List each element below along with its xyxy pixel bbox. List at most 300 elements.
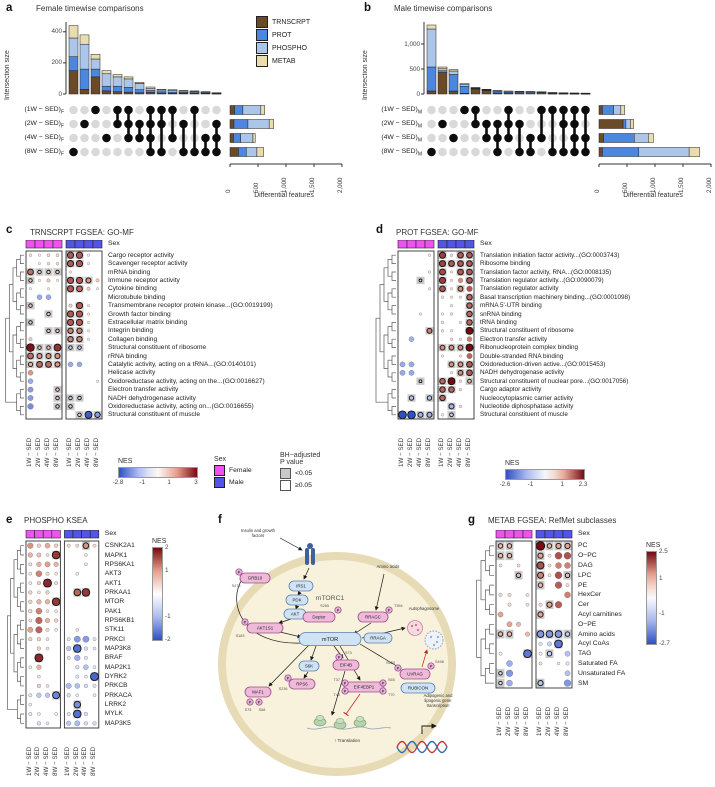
- node-label-grb10: GRB10: [247, 575, 263, 581]
- intersection-bar-segment: [124, 77, 133, 79]
- node-label-eif4ebp1: EIF4EBP1: [353, 684, 375, 690]
- heatmap-svg: [4, 530, 101, 730]
- heatmap-row-label: Extracellular matrix binding: [108, 318, 188, 326]
- female-block-border: [26, 541, 60, 728]
- nes-dot: [55, 628, 58, 631]
- nes-dot: [546, 631, 553, 638]
- nes-dot: [450, 338, 453, 341]
- dendrogram-branch: [490, 605, 494, 615]
- upset-dot: [438, 134, 447, 143]
- nes-dot: [27, 344, 35, 352]
- nes-dot: [96, 279, 99, 282]
- nes-dot: [400, 370, 405, 375]
- nes-dot: [47, 262, 50, 265]
- nes-dot: [450, 271, 453, 274]
- dendrogram-branch: [14, 634, 17, 671]
- nes-dot: [56, 262, 59, 265]
- nes-dot: [76, 319, 82, 325]
- upset-dot: [91, 148, 100, 157]
- phospho-p: P: [243, 620, 247, 625]
- intersection-bar-segment: [449, 71, 458, 75]
- sex-label: Female: [229, 467, 252, 474]
- heatmap-row-label: NADH dehydrogenase activity: [480, 369, 564, 377]
- dendrogram-branch: [17, 360, 21, 377]
- nes-tick-label: -1: [139, 479, 145, 486]
- nes-dot: [450, 413, 454, 417]
- total-bar-segment: [639, 148, 689, 157]
- dendrogram-branch: [388, 327, 392, 344]
- pathway-svg: [212, 516, 462, 784]
- nes-dot: [449, 362, 454, 367]
- upset-dot: [526, 106, 535, 115]
- x-tick-label: 500: [253, 182, 260, 193]
- dendrogram-branch: [392, 339, 396, 347]
- nes-dot: [67, 637, 70, 640]
- total-bar-segment: [599, 148, 602, 157]
- heatmap-col-label: 8W − SED: [51, 746, 59, 776]
- dendrogram-branch: [17, 293, 21, 310]
- nes-dot: [458, 278, 463, 283]
- intersection-bar-segment: [135, 90, 144, 93]
- intersection-bar-segment: [157, 89, 166, 90]
- upset-dot: [212, 106, 221, 115]
- nes-dot: [46, 572, 49, 575]
- nes-dot: [69, 396, 72, 399]
- nes-dot: [498, 544, 503, 549]
- phospho-site-label: S550: [386, 661, 395, 665]
- nes-dot: [56, 405, 59, 408]
- nes-dot: [548, 574, 551, 577]
- phospho-site-label: T46: [333, 693, 340, 697]
- panel-g: [462, 502, 715, 787]
- sex-strip-cell: [26, 240, 35, 248]
- total-bar-segment: [234, 120, 248, 129]
- nes-dot: [548, 564, 551, 567]
- nes-dot: [36, 626, 43, 633]
- total-bar-segment: [626, 120, 630, 129]
- intersection-bar-segment: [427, 91, 436, 94]
- heatmap-row-label: DAG: [578, 562, 593, 569]
- nes-dot: [467, 353, 472, 358]
- male-block-border: [438, 251, 474, 419]
- sex-strip-cell: [523, 530, 532, 538]
- dendrogram-branch: [392, 255, 396, 263]
- heatmap-col-label: 1W − SED: [398, 437, 405, 467]
- nes-dot: [506, 670, 513, 677]
- upset-dot: [168, 148, 177, 157]
- nes-dot: [56, 388, 59, 391]
- nes-dot: [66, 646, 71, 651]
- heatmap-col-label: 4W − SED: [514, 706, 521, 736]
- upset-dot: [113, 134, 122, 143]
- nes-dot: [35, 654, 43, 662]
- amino-acids-label: Amino acids: [376, 564, 400, 569]
- bh-swatch: [280, 468, 291, 479]
- nes-gradient: [118, 467, 198, 478]
- node-label-rubicon: RUBICON: [407, 685, 429, 691]
- nes-dot: [459, 355, 462, 358]
- upset-dot: [438, 106, 447, 115]
- nes-dot: [56, 270, 59, 273]
- phospho-p: P: [429, 664, 433, 669]
- nes-dot: [467, 286, 473, 292]
- upset-dot: [471, 134, 480, 143]
- nes-dot: [37, 684, 41, 688]
- set-label-sub: F: [60, 123, 64, 130]
- heatmap-row-label: Amino acids: [578, 630, 616, 638]
- nes-dot: [441, 355, 444, 358]
- nes-dot: [93, 647, 96, 650]
- autolysosome-vesicle: [425, 631, 443, 649]
- nes-dot: [525, 632, 530, 637]
- nes-dot: [507, 622, 512, 627]
- heatmap-row-label: TAG: [578, 650, 592, 658]
- nes-dot: [87, 304, 90, 307]
- nes-dot: [55, 610, 58, 613]
- intersection-bar-segment: [113, 75, 122, 77]
- heatmap-col-label: 8W − SED: [523, 706, 530, 736]
- heatmap-col-label: 1W − SED: [26, 437, 33, 467]
- nes-dot: [55, 353, 60, 358]
- nes-dot: [76, 572, 79, 575]
- nes-dot: [46, 628, 49, 631]
- panel-g-letter: g: [468, 514, 476, 526]
- nes-dot: [450, 296, 453, 299]
- heatmap-row-label: Double-stranded RNA binding: [480, 352, 564, 360]
- heatmap-row-label: Growth factor binding: [108, 310, 171, 318]
- intersection-bar-segment: [91, 69, 100, 77]
- nes-dot: [67, 656, 70, 659]
- nes-dot: [55, 572, 58, 575]
- nes-dot: [564, 562, 570, 568]
- nes-dot: [56, 279, 59, 282]
- nes-dot: [74, 701, 81, 708]
- heatmap-svg: [2, 240, 104, 421]
- female-block-border: [398, 251, 434, 419]
- heatmap-svg: [468, 530, 574, 690]
- sex-strip-cell: [456, 240, 465, 248]
- nes-dot: [55, 712, 58, 715]
- node-label-rraga: RRAGA: [370, 635, 386, 641]
- dendrogram-branch: [17, 625, 20, 644]
- intersection-bar-segment: [438, 73, 447, 95]
- transcription-label: lipogenic gene: [424, 698, 452, 703]
- bh-swatch: [280, 480, 291, 491]
- dendrogram-branch: [17, 259, 21, 276]
- dendrogram-branch: [388, 394, 392, 411]
- dendrogram-branch: [13, 335, 17, 369]
- nes-dot: [555, 601, 562, 608]
- nes-dot: [96, 288, 99, 291]
- total-bar-segment: [623, 120, 626, 129]
- nes-dot: [76, 628, 79, 631]
- nes-dot: [29, 337, 32, 340]
- set-label-sub: M: [417, 109, 422, 116]
- nes-dot: [539, 603, 543, 607]
- intersection-bar-segment: [135, 83, 144, 89]
- phospho-site-label: T70: [388, 693, 395, 697]
- heatmap-row-label: AKT3: [104, 570, 122, 578]
- upset-dot: [69, 134, 78, 143]
- ribosome-icon: [336, 719, 344, 724]
- nes-dot: [67, 286, 73, 292]
- nes-dot: [508, 593, 512, 597]
- nes-dot: [69, 271, 72, 274]
- nes-tick-label: -2: [165, 636, 171, 643]
- sex-strip-cell: [75, 240, 84, 248]
- intersection-bar-segment: [438, 67, 447, 69]
- panel-g-title: METAB FGSEA: RefMet subclasses: [488, 516, 617, 525]
- upset-dot: [460, 106, 469, 115]
- nes-dot: [84, 647, 88, 651]
- nes-dot: [547, 602, 552, 607]
- intersection-bar-segment: [146, 91, 155, 93]
- omics-legend-item: [256, 29, 310, 41]
- upset-dot: [449, 120, 458, 129]
- nes-dot: [76, 675, 79, 678]
- nes-dot: [96, 380, 99, 383]
- sex-strip-label: Sex: [578, 530, 590, 537]
- nes-dot: [537, 562, 544, 569]
- phospho-p: P: [381, 689, 385, 694]
- heatmap-row-label: DYRK2: [104, 673, 127, 681]
- nes-dot: [45, 562, 50, 567]
- heatmap-row-label: Scavenger receptor activity: [108, 260, 188, 268]
- nes-dot: [427, 412, 432, 417]
- dendrogram-branch: [392, 373, 396, 381]
- dendrogram-branch: [392, 356, 396, 364]
- bh-legend-title2: P value: [280, 459, 304, 466]
- nes-dot: [427, 328, 432, 333]
- heatmap-col-label: 1W − SED: [496, 706, 503, 736]
- heatmap-row-label: NADH dehydrogenase activity: [108, 394, 196, 402]
- total-bar-segment: [253, 134, 255, 143]
- heatmap-col-label: 4W − SED: [554, 706, 561, 736]
- heatmap-row-label: Translation regulator activity...(GO:0090079): [480, 276, 604, 284]
- set-label-sub: F: [60, 151, 64, 158]
- sex-strip-cell: [73, 530, 82, 538]
- nes-ticks: [499, 480, 595, 489]
- sex-strip-cell: [398, 240, 407, 248]
- set-label-sub: M: [417, 123, 422, 130]
- heatmap-row-label: Oxidoreduction-driven active...(GO:0015453): [480, 360, 606, 368]
- nes-dot: [555, 582, 562, 589]
- nes-dot: [93, 637, 96, 640]
- omics-swatch: [256, 16, 268, 28]
- sex-strip-cell: [536, 530, 545, 538]
- nes-dot: [87, 287, 90, 290]
- nes-dot: [76, 544, 79, 547]
- nes-dot: [440, 387, 445, 392]
- nes-dot: [78, 396, 81, 399]
- nes-dot: [69, 304, 72, 307]
- nes-dot: [47, 346, 50, 349]
- set-label: $(1W - SED)_M$: [381, 106, 422, 116]
- nes-dot: [29, 254, 32, 257]
- node-label-rps6: RPS6: [296, 681, 308, 687]
- heatmap-row-label: Oxidoreductase activity, acting on...(GO:0016655): [108, 402, 254, 410]
- nes-dot: [87, 321, 90, 324]
- nes-dot: [467, 269, 473, 275]
- nes-dot: [77, 328, 82, 333]
- nes-dot: [76, 252, 82, 258]
- nes-dot: [450, 329, 453, 332]
- total-bar-segment: [689, 148, 700, 157]
- nes-tick-label: -2.8: [112, 479, 124, 486]
- nes-dot: [467, 311, 472, 316]
- heatmap-row-label: O−PC: [578, 552, 597, 560]
- nes-dot: [539, 662, 542, 665]
- nes-dot: [45, 599, 50, 604]
- dendrogram-branch: [21, 602, 24, 611]
- nes-dot: [37, 562, 42, 567]
- upset-dot: [515, 106, 524, 115]
- heatmap-row-label: Integrin binding: [108, 327, 154, 335]
- nes-dot: [538, 553, 543, 558]
- nes-legend-c: [112, 458, 213, 487]
- dendrogram-branch: [13, 268, 17, 302]
- nes-dot: [38, 262, 41, 265]
- dendrogram-branch: [21, 695, 24, 704]
- intersection-bar-segment: [91, 59, 100, 69]
- phospho-p: P: [381, 681, 385, 686]
- node-label-mtor: mTOR: [321, 637, 339, 643]
- nes-dot: [499, 564, 502, 567]
- nes-dot: [29, 288, 32, 291]
- nes-dot: [68, 328, 73, 333]
- dendrogram-branch: [477, 580, 481, 657]
- nes-dot: [46, 591, 50, 595]
- omics-label: PROT: [272, 31, 292, 39]
- omics-legend-item: [256, 55, 310, 67]
- intersection-bar-segment: [449, 70, 458, 72]
- heatmap-col-label: 1W − SED: [25, 746, 33, 776]
- intersection-bar-segment: [427, 25, 436, 29]
- nes-dot: [87, 262, 90, 265]
- heatmap-col-label: 2W − SED: [505, 706, 512, 736]
- nes-dot: [66, 683, 71, 688]
- nes-dot: [506, 660, 512, 666]
- total-bar-segment: [602, 148, 638, 157]
- intersection-bar-segment: [124, 87, 133, 92]
- nes-dot: [38, 279, 41, 282]
- heatmap-row-label: SM: [578, 679, 589, 687]
- heatmap-row-label: Structural constituent of ribosome: [480, 327, 574, 335]
- nes-dot: [408, 411, 416, 419]
- heatmap-row-label: Electron transfer activity: [108, 386, 179, 394]
- nes-dot: [56, 329, 59, 332]
- nes-tick-label: 2: [165, 544, 169, 551]
- nes-dot: [467, 294, 472, 299]
- nes-dot: [498, 632, 503, 637]
- intersection-bar-segment: [460, 84, 469, 86]
- upset-dot: [427, 120, 436, 129]
- receptor-icon: [307, 543, 313, 549]
- omics-legend-item: [256, 16, 310, 28]
- nes-dot: [87, 338, 90, 341]
- nes-dot: [76, 261, 82, 267]
- nes-dot: [539, 652, 542, 655]
- dendrogram-branch: [21, 714, 24, 723]
- panel-b-xlabel: Differential features: [623, 192, 683, 199]
- node-label-maf1: MAF1: [252, 689, 264, 695]
- sex-strip-cell: [26, 530, 35, 538]
- dendrogram-branch: [9, 285, 13, 352]
- nes-dot: [28, 600, 32, 604]
- heatmap-col-label: 8W − SED: [90, 746, 97, 776]
- intersection-bar-segment: [438, 71, 447, 73]
- total-bar-segment: [230, 106, 234, 115]
- nes-dot: [450, 287, 453, 290]
- nes-dot: [84, 553, 87, 556]
- nes-dot: [459, 296, 462, 299]
- nes-tick-label: 1: [165, 567, 169, 574]
- heatmap-row-label: tRNA binding: [480, 318, 517, 326]
- nes-dot: [77, 336, 82, 341]
- heatmap-row-label: PAK1: [104, 607, 122, 615]
- upset-dot: [80, 134, 89, 143]
- sex-strip-cell: [514, 530, 523, 538]
- nes-legend-title: NES: [118, 458, 133, 465]
- nes-dot: [555, 631, 562, 638]
- nes-dot: [84, 684, 88, 688]
- intersection-bar-segment: [460, 84, 469, 85]
- translation-label: ↑ Translation: [334, 738, 361, 743]
- heatmap-row-label: STK11: [104, 626, 125, 634]
- nes-dot: [28, 553, 33, 558]
- nes-dot: [449, 387, 454, 392]
- nes-dot: [440, 378, 445, 383]
- heatmap-row-label: Catalytic activity, acting on a tRNA...(GO:0140101): [108, 360, 256, 368]
- nes-dot: [556, 543, 561, 548]
- nes-dot: [508, 603, 512, 607]
- heatmap-row-label: PRKCI: [104, 635, 125, 643]
- phospho-p: P: [257, 700, 261, 705]
- sex-strip-cell: [563, 530, 572, 538]
- nes-dot: [450, 304, 453, 307]
- nes-dot: [441, 413, 444, 416]
- nes-legend-title: NES: [505, 460, 520, 467]
- total-bar-segment: [238, 148, 246, 157]
- nes-dot: [28, 269, 34, 275]
- intersection-bar-segment: [102, 86, 111, 91]
- heatmap-col-label: 2W − SED: [35, 437, 42, 467]
- dendrogram-branch: [392, 322, 396, 330]
- total-bar-segment: [230, 134, 233, 143]
- intersection-bar-segment: [438, 69, 447, 71]
- nes-dot: [47, 288, 50, 291]
- nes-dot: [506, 680, 512, 686]
- heatmap-row-label: MAP3K5: [104, 719, 131, 727]
- y-tick-label: 200: [51, 59, 62, 67]
- heatmap-col-label: 4W − SED: [81, 746, 89, 776]
- intersection-bar-segment: [135, 82, 144, 83]
- nes-dot: [29, 666, 32, 669]
- nes-gradient: [646, 551, 657, 645]
- nes-dot: [448, 378, 455, 385]
- upset-dot: [69, 148, 78, 157]
- nes-dot: [67, 311, 73, 317]
- nes-legend-g: [646, 542, 676, 651]
- nes-dot: [29, 619, 32, 622]
- heatmap-col-label: 4W − SED: [84, 437, 91, 467]
- nes-dot: [555, 572, 562, 579]
- dendrogram-branch: [20, 306, 24, 314]
- upset-dot: [460, 134, 469, 143]
- nes-dot: [29, 279, 32, 282]
- nes-dot: [83, 665, 88, 670]
- set-label: $(2W - SED)_M$: [381, 120, 422, 130]
